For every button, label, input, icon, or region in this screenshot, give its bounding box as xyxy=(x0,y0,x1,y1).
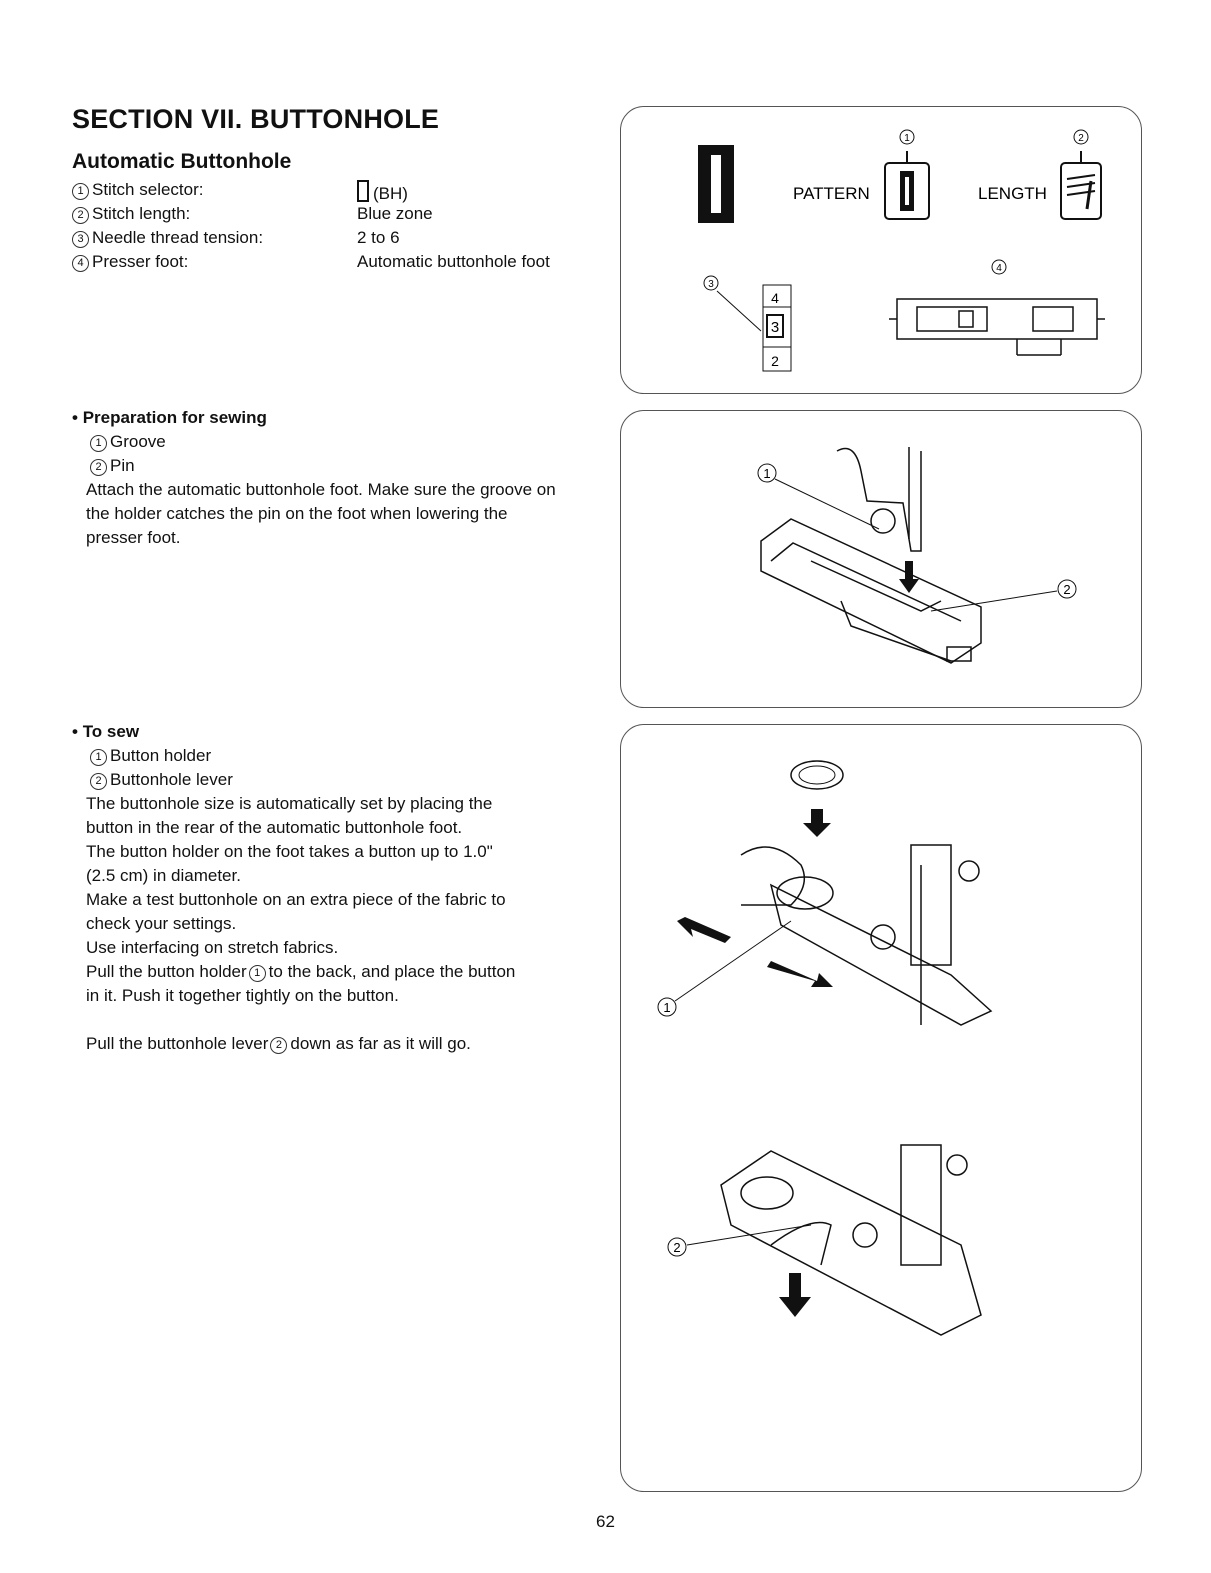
down-arrow-icon xyxy=(779,1273,811,1317)
right-arrow-icon xyxy=(767,961,833,987)
to-sew-heading: • To sew xyxy=(72,722,140,741)
text-line: Pull the buttonhole lever 2 down as far as it will go. xyxy=(86,1034,471,1053)
spec-value: 2 to 6 xyxy=(357,228,400,247)
svg-text:3: 3 xyxy=(770,319,780,336)
length-label: LENGTH xyxy=(978,184,1047,203)
settings-figure-panel xyxy=(620,106,1142,394)
subsection-title: Automatic Buttonhole xyxy=(72,150,292,173)
text-line: The button holder on the foot takes a button up to 1.0" xyxy=(86,842,493,861)
spec-row xyxy=(72,228,612,252)
page-number: 62 xyxy=(596,1512,615,1531)
svg-text:2: 2 xyxy=(1063,582,1071,597)
list-item xyxy=(72,430,592,454)
spec-value: Automatic buttonhole foot xyxy=(357,252,550,271)
text-line: The buttonhole size is automatically set by placing the xyxy=(86,794,493,813)
buttonhole-foot-lever xyxy=(721,1145,981,1335)
spec-label: Presser foot: xyxy=(92,252,189,271)
circled-number: 1 xyxy=(249,965,266,982)
circled-number: 2 xyxy=(90,459,107,476)
to-sew-figure-panel xyxy=(620,724,1142,1492)
text-line: check your settings. xyxy=(86,914,237,933)
svg-text:3: 3 xyxy=(708,279,714,290)
spec-row xyxy=(72,180,612,204)
settings-illustration xyxy=(621,107,1141,393)
buttonhole-stitch-icon xyxy=(357,180,369,202)
item-label: Buttonhole lever xyxy=(110,770,233,789)
text-line: Pull the button holder 1 to the back, and place the button xyxy=(86,962,516,981)
svg-text:1: 1 xyxy=(663,1000,671,1015)
pattern-label: PATTERN xyxy=(793,184,870,203)
presser-foot-holder xyxy=(837,447,921,551)
to-sew-illustration xyxy=(621,725,1141,1491)
circled-number: 1 xyxy=(72,183,89,200)
spec-label: Stitch length: xyxy=(92,204,191,223)
preparation-text: Attach the automatic buttonhole foot. Make sure the groove on the holder catches the pin on the foot when lowering the presser foot. xyxy=(86,480,556,547)
text-line: button in the rear of the automatic buttonhole foot. xyxy=(86,818,463,837)
section-title: SECTION VII. BUTTONHOLE xyxy=(72,104,440,134)
text-line: (2.5 cm) in diameter. xyxy=(86,866,241,885)
circled-number: 2 xyxy=(90,773,107,790)
item-label: Pin xyxy=(110,456,135,475)
spec-label: Needle thread tension: xyxy=(92,228,264,247)
attach-foot-figure-panel xyxy=(620,410,1142,708)
text-line: Use interfacing on stretch fabrics. xyxy=(86,938,339,957)
preparation-heading: • Preparation for sewing xyxy=(72,408,267,427)
text-line: Make a test buttonhole on an extra piece of the fabric to xyxy=(86,890,506,909)
left-arrow-icon xyxy=(677,917,731,943)
svg-text:1: 1 xyxy=(904,133,910,144)
list-item xyxy=(72,454,592,478)
circled-number: 4 xyxy=(72,255,89,272)
list-item xyxy=(72,768,612,792)
spec-label: Stitch selector: xyxy=(92,180,204,199)
svg-text:1: 1 xyxy=(763,466,771,481)
circled-number: 3 xyxy=(72,231,89,248)
svg-text:2: 2 xyxy=(1078,133,1084,144)
buttonhole-foot-side-view xyxy=(889,299,1105,355)
buttonhole-foot xyxy=(761,519,981,663)
spec-value: (BH) xyxy=(373,184,408,203)
spec-row xyxy=(72,252,612,276)
spec-row xyxy=(72,204,612,228)
item-label: Button holder xyxy=(110,746,212,765)
circled-number: 2 xyxy=(270,1037,287,1054)
svg-text:4: 4 xyxy=(996,263,1002,274)
attach-foot-illustration xyxy=(621,411,1141,707)
spec-value: Blue zone xyxy=(357,204,433,223)
preparation-section xyxy=(72,408,592,550)
circled-number: 1 xyxy=(90,435,107,452)
circled-number: 2 xyxy=(72,207,89,224)
to-sew-section xyxy=(72,722,612,1056)
list-item xyxy=(72,744,612,768)
text-line: in it. Push it together tightly on the button. xyxy=(86,986,399,1005)
svg-text:2: 2 xyxy=(771,353,779,369)
circled-number: 1 xyxy=(90,749,107,766)
item-label: Groove xyxy=(110,432,166,451)
svg-text:2: 2 xyxy=(673,1240,681,1255)
buttonhole-foot-with-button xyxy=(741,845,991,1025)
svg-text:4: 4 xyxy=(771,290,779,306)
down-arrow-icon xyxy=(803,809,831,837)
